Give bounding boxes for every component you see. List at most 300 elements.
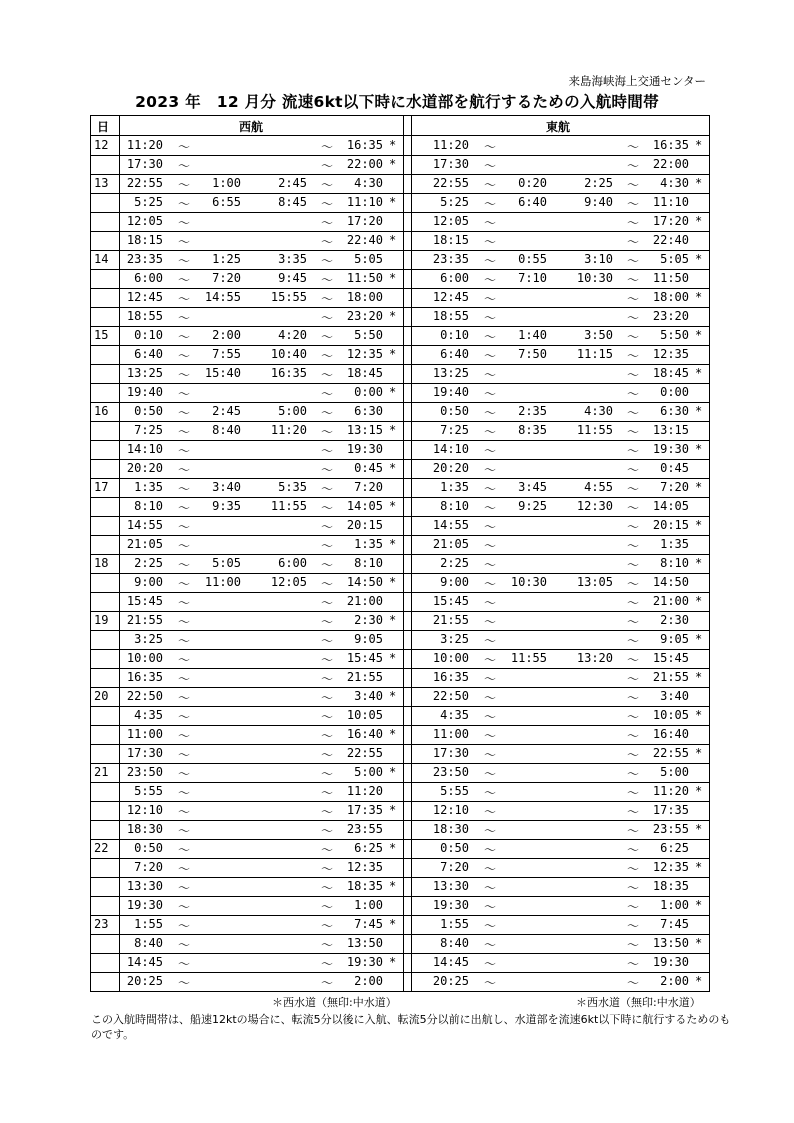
east-tilde-start: ～ (484, 824, 497, 838)
west-tilde-end: ～ (321, 805, 334, 819)
east-start-time: 10:00 (432, 651, 469, 665)
west-start-time: 14:45 (126, 955, 163, 969)
east-start-time: 13:25 (432, 366, 469, 380)
table-row (91, 383, 709, 403)
west-west-channel-mark: * (389, 879, 397, 893)
west-start-time: 7:20 (134, 860, 163, 874)
west-tilde-end: ～ (321, 273, 334, 287)
east-tilde-end: ～ (627, 349, 640, 363)
table-header (91, 116, 709, 136)
west-tilde-end: ～ (321, 577, 334, 591)
east-end-time: 16:40 (652, 727, 689, 741)
east-end-time: 7:45 (660, 917, 689, 931)
east-tilde-start: ～ (484, 539, 497, 553)
table-row (91, 687, 709, 707)
west-end-time: 1:35 (354, 537, 383, 551)
west-legend: ＊西水道（無印:中水道） (272, 996, 397, 1009)
west-start-time: 0:50 (134, 841, 163, 855)
east-mid-time-2: 9:40 (584, 195, 613, 209)
east-end-time: 23:20 (652, 309, 689, 323)
west-start-time: 23:35 (126, 252, 163, 266)
east-start-time: 1:55 (440, 917, 469, 931)
west-mid-time-1: 1:25 (212, 252, 241, 266)
day-cell: 15 (94, 328, 109, 342)
day-cell: 19 (94, 613, 109, 627)
west-start-time: 21:05 (126, 537, 163, 551)
east-mid-time-1: 1:40 (518, 328, 547, 342)
table-row (91, 972, 709, 991)
east-start-time: 1:35 (440, 480, 469, 494)
west-tilde-end: ～ (321, 710, 334, 724)
table-row (91, 934, 709, 954)
east-tilde-start: ～ (484, 349, 497, 363)
east-end-time: 8:10 (660, 556, 689, 570)
west-west-channel-mark: * (389, 537, 397, 551)
west-end-time: 16:40 (346, 727, 383, 741)
east-end-time: 1:35 (660, 537, 689, 551)
table-row (91, 953, 709, 973)
east-end-time: 12:35 (652, 860, 689, 874)
east-end-time: 0:00 (660, 385, 689, 399)
west-end-time: 20:15 (346, 518, 383, 532)
east-mid-time-2: 2:25 (584, 176, 613, 190)
west-tilde-start: ～ (178, 140, 191, 154)
west-tilde-start: ～ (178, 558, 191, 572)
west-tilde-end: ～ (321, 425, 334, 439)
east-legend: ＊西水道（無印:中水道） (576, 996, 701, 1009)
east-end-time: 6:25 (660, 841, 689, 855)
east-mid-time-2: 4:30 (584, 404, 613, 418)
east-tilde-start: ～ (484, 881, 497, 895)
east-start-time: 16:35 (432, 670, 469, 684)
east-west-channel-mark: * (695, 822, 703, 836)
west-end-time: 15:45 (346, 651, 383, 665)
west-end-time: 1:00 (354, 898, 383, 912)
east-mid-time-1: 7:10 (518, 271, 547, 285)
east-start-time: 12:10 (432, 803, 469, 817)
west-tilde-end: ～ (321, 976, 334, 990)
east-west-channel-mark: * (695, 176, 703, 190)
table-row (91, 763, 709, 783)
east-tilde-start: ～ (484, 501, 497, 515)
west-end-time: 23:55 (346, 822, 383, 836)
west-tilde-start: ～ (178, 767, 191, 781)
west-tilde-start: ～ (178, 216, 191, 230)
west-mid-time-2: 4:20 (278, 328, 307, 342)
east-tilde-end: ～ (627, 482, 640, 496)
east-end-time: 2:00 (660, 974, 689, 988)
east-start-time: 0:50 (440, 841, 469, 855)
west-tilde-start: ～ (178, 881, 191, 895)
east-end-time: 2:30 (660, 613, 689, 627)
east-end-time: 14:05 (652, 499, 689, 513)
west-west-channel-mark: * (389, 138, 397, 152)
west-end-time: 22:00 (346, 157, 383, 171)
west-mid-time-1: 5:05 (212, 556, 241, 570)
east-tilde-start: ～ (484, 178, 497, 192)
west-tilde-start: ～ (178, 691, 191, 705)
west-tilde-start: ～ (178, 653, 191, 667)
east-start-time: 14:45 (432, 955, 469, 969)
east-tilde-end: ～ (627, 558, 640, 572)
west-west-channel-mark: * (389, 309, 397, 323)
west-start-time: 13:25 (126, 366, 163, 380)
west-tilde-end: ～ (321, 957, 334, 971)
east-mid-time-2: 4:55 (584, 480, 613, 494)
west-west-channel-mark: * (389, 613, 397, 627)
east-end-time: 1:00 (660, 898, 689, 912)
east-end-time: 3:40 (660, 689, 689, 703)
west-west-channel-mark: * (389, 651, 397, 665)
west-end-time: 21:55 (346, 670, 383, 684)
east-west-channel-mark: * (695, 556, 703, 570)
west-start-time: 1:55 (134, 917, 163, 931)
table-row (91, 877, 709, 897)
table-row (91, 820, 709, 840)
west-mid-time-1: 1:00 (212, 176, 241, 190)
west-end-time: 19:30 (346, 442, 383, 456)
west-end-time: 17:35 (346, 803, 383, 817)
west-west-channel-mark: * (389, 233, 397, 247)
west-mid-time-1: 14:55 (204, 290, 241, 304)
west-tilde-start: ～ (178, 577, 191, 591)
east-tilde-end: ～ (627, 881, 640, 895)
east-tilde-end: ～ (627, 501, 640, 515)
west-start-time: 12:05 (126, 214, 163, 228)
table-row (91, 896, 709, 916)
east-west-channel-mark: * (695, 518, 703, 532)
east-end-time: 16:35 (652, 138, 689, 152)
east-mid-time-2: 3:10 (584, 252, 613, 266)
west-tilde-start: ～ (178, 349, 191, 363)
east-tilde-start: ～ (484, 919, 497, 933)
east-mid-time-2: 12:30 (576, 499, 613, 513)
east-tilde-start: ～ (484, 653, 497, 667)
west-tilde-start: ～ (178, 520, 191, 534)
west-tilde-start: ～ (178, 368, 191, 382)
east-tilde-end: ～ (627, 140, 640, 154)
east-start-time: 23:35 (432, 252, 469, 266)
west-start-time: 9:00 (134, 575, 163, 589)
east-start-time: 14:55 (432, 518, 469, 532)
east-tilde-start: ～ (484, 140, 497, 154)
east-tilde-end: ～ (627, 273, 640, 287)
west-tilde-start: ～ (178, 330, 191, 344)
east-end-time: 4:30 (660, 176, 689, 190)
west-end-time: 18:35 (346, 879, 383, 893)
day-cell: 14 (94, 252, 109, 266)
west-tilde-end: ～ (321, 520, 334, 534)
west-start-time: 1:35 (134, 480, 163, 494)
east-tilde-end: ～ (627, 862, 640, 876)
west-tilde-start: ～ (178, 311, 191, 325)
east-start-time: 6:40 (440, 347, 469, 361)
table-row (91, 421, 709, 441)
west-end-time: 12:35 (346, 347, 383, 361)
east-mid-time-1: 11:55 (510, 651, 547, 665)
table-row (91, 649, 709, 669)
west-end-time: 12:35 (346, 860, 383, 874)
east-mid-time-1: 3:45 (518, 480, 547, 494)
east-tilde-start: ～ (484, 330, 497, 344)
east-west-channel-mark: * (695, 594, 703, 608)
east-west-channel-mark: * (695, 480, 703, 494)
day-cell: 16 (94, 404, 109, 418)
table-row (91, 174, 709, 194)
day-cell: 12 (94, 138, 109, 152)
east-west-channel-mark: * (695, 632, 703, 646)
east-end-time: 19:30 (652, 955, 689, 969)
west-tilde-start: ～ (178, 900, 191, 914)
east-start-time: 20:25 (432, 974, 469, 988)
east-start-time: 4:35 (440, 708, 469, 722)
west-start-time: 18:55 (126, 309, 163, 323)
day-column-divider (119, 116, 120, 991)
west-start-time: 17:30 (126, 157, 163, 171)
west-mid-time-2: 6:00 (278, 556, 307, 570)
east-start-time: 11:00 (432, 727, 469, 741)
east-mid-time-1: 10:30 (510, 575, 547, 589)
east-end-time: 18:35 (652, 879, 689, 893)
east-end-time: 20:15 (652, 518, 689, 532)
west-end-time: 5:00 (354, 765, 383, 779)
east-start-time: 5:55 (440, 784, 469, 798)
east-tilde-end: ～ (627, 615, 640, 629)
west-tilde-start: ～ (178, 387, 191, 401)
west-start-time: 13:30 (126, 879, 163, 893)
west-start-time: 23:50 (126, 765, 163, 779)
west-start-time: 22:55 (126, 176, 163, 190)
west-tilde-start: ～ (178, 463, 191, 477)
table-row (91, 516, 709, 536)
east-tilde-start: ～ (484, 292, 497, 306)
table-row (91, 915, 709, 935)
east-mid-time-1: 6:40 (518, 195, 547, 209)
west-tilde-start: ～ (178, 235, 191, 249)
west-start-time: 5:55 (134, 784, 163, 798)
west-mid-time-2: 11:55 (270, 499, 307, 513)
east-tilde-end: ～ (627, 292, 640, 306)
west-tilde-end: ～ (321, 349, 334, 363)
west-end-time: 14:05 (346, 499, 383, 513)
east-start-time: 0:10 (440, 328, 469, 342)
table-row (91, 497, 709, 517)
east-tilde-end: ～ (627, 159, 640, 173)
east-end-time: 17:35 (652, 803, 689, 817)
west-start-time: 16:35 (126, 670, 163, 684)
west-west-channel-mark: * (389, 917, 397, 931)
west-tilde-end: ～ (321, 843, 334, 857)
east-tilde-end: ～ (627, 938, 640, 952)
west-tilde-end: ～ (321, 558, 334, 572)
west-tilde-start: ～ (178, 786, 191, 800)
east-end-time: 12:35 (652, 347, 689, 361)
west-west-channel-mark: * (389, 195, 397, 209)
west-tilde-start: ～ (178, 957, 191, 971)
east-mid-time-1: 8:35 (518, 423, 547, 437)
east-end-time: 6:30 (660, 404, 689, 418)
west-tilde-start: ～ (178, 862, 191, 876)
west-end-time: 4:30 (354, 176, 383, 190)
east-start-time: 0:50 (440, 404, 469, 418)
east-end-time: 21:00 (652, 594, 689, 608)
east-tilde-start: ～ (484, 387, 497, 401)
east-tilde-end: ～ (627, 254, 640, 268)
table-row (91, 250, 709, 270)
west-tilde-end: ～ (321, 729, 334, 743)
west-mid-time-1: 2:00 (212, 328, 241, 342)
west-tilde-start: ～ (178, 425, 191, 439)
table-row (91, 193, 709, 213)
west-start-time: 12:45 (126, 290, 163, 304)
west-tilde-end: ～ (321, 197, 334, 211)
east-tilde-start: ～ (484, 482, 497, 496)
east-start-time: 5:25 (440, 195, 469, 209)
east-west-channel-mark: * (695, 290, 703, 304)
east-start-time: 18:55 (432, 309, 469, 323)
west-tilde-end: ～ (321, 653, 334, 667)
west-tilde-end: ～ (321, 444, 334, 458)
west-end-time: 0:00 (354, 385, 383, 399)
west-start-time: 7:25 (134, 423, 163, 437)
west-end-time: 10:05 (346, 708, 383, 722)
east-west-channel-mark: * (695, 708, 703, 722)
west-start-time: 4:35 (134, 708, 163, 722)
west-start-time: 6:00 (134, 271, 163, 285)
east-tilde-end: ～ (627, 539, 640, 553)
east-west-channel-mark: * (695, 366, 703, 380)
east-tilde-start: ～ (484, 197, 497, 211)
east-start-time: 22:55 (432, 176, 469, 190)
east-tilde-start: ～ (484, 254, 497, 268)
table-row (91, 478, 709, 498)
east-mid-time-2: 10:30 (576, 271, 613, 285)
east-tilde-start: ～ (484, 672, 497, 686)
west-tilde-start: ～ (178, 444, 191, 458)
west-tilde-end: ～ (321, 216, 334, 230)
west-tilde-start: ～ (178, 615, 191, 629)
east-start-time: 17:30 (432, 157, 469, 171)
east-tilde-end: ～ (627, 463, 640, 477)
west-west-channel-mark: * (389, 385, 397, 399)
east-start-time: 22:50 (432, 689, 469, 703)
day-cell: 17 (94, 480, 109, 494)
west-end-time: 19:30 (346, 955, 383, 969)
west-end-time: 22:40 (346, 233, 383, 247)
east-tilde-end: ～ (627, 577, 640, 591)
east-start-time: 19:30 (432, 898, 469, 912)
west-mid-time-2: 10:40 (270, 347, 307, 361)
col-east-header: 東航 (546, 120, 571, 134)
east-west-channel-mark: * (695, 328, 703, 342)
east-tilde-start: ～ (484, 425, 497, 439)
table-row (91, 573, 709, 593)
east-start-time: 15:45 (432, 594, 469, 608)
east-end-time: 11:50 (652, 271, 689, 285)
east-west-channel-mark: * (695, 404, 703, 418)
west-west-channel-mark: * (389, 271, 397, 285)
west-east-divider (403, 116, 404, 991)
day-cell: 20 (94, 689, 109, 703)
east-tilde-end: ～ (627, 330, 640, 344)
west-west-channel-mark: * (389, 499, 397, 513)
west-west-channel-mark: * (389, 423, 397, 437)
schedule-table (90, 115, 710, 992)
east-west-channel-mark: * (695, 746, 703, 760)
west-start-time: 22:50 (126, 689, 163, 703)
organization-name: 来島海峡海上交通センター (568, 74, 706, 88)
west-west-channel-mark: * (389, 955, 397, 969)
west-tilde-end: ～ (321, 672, 334, 686)
east-tilde-end: ～ (627, 387, 640, 401)
table-row (91, 706, 709, 726)
west-end-time: 13:15 (346, 423, 383, 437)
west-mid-time-2: 11:20 (270, 423, 307, 437)
east-mid-time-1: 0:20 (518, 176, 547, 190)
east-end-time: 7:20 (660, 480, 689, 494)
east-tilde-end: ～ (627, 197, 640, 211)
table-row (91, 136, 709, 156)
west-tilde-start: ～ (178, 159, 191, 173)
east-start-time: 17:30 (432, 746, 469, 760)
east-mid-time-2: 13:20 (576, 651, 613, 665)
west-tilde-end: ～ (321, 482, 334, 496)
west-tilde-end: ～ (321, 881, 334, 895)
west-tilde-end: ～ (321, 463, 334, 477)
east-start-time: 6:00 (440, 271, 469, 285)
east-tilde-end: ～ (627, 900, 640, 914)
east-tilde-end: ～ (627, 178, 640, 192)
west-mid-time-2: 5:00 (278, 404, 307, 418)
east-tilde-start: ～ (484, 900, 497, 914)
page-title: 2023 年 12 月分 流速6kt以下時に水道部を航行するための入航時間帯 (135, 93, 659, 111)
west-start-time: 18:15 (126, 233, 163, 247)
west-tilde-end: ～ (321, 159, 334, 173)
west-tilde-start: ～ (178, 273, 191, 287)
east-start-time: 2:25 (440, 556, 469, 570)
west-tilde-end: ～ (321, 634, 334, 648)
west-tilde-end: ～ (321, 824, 334, 838)
west-mid-time-2: 12:05 (270, 575, 307, 589)
east-start-time: 18:15 (432, 233, 469, 247)
west-end-time: 11:50 (346, 271, 383, 285)
west-end-time: 21:00 (346, 594, 383, 608)
day-cell: 23 (94, 917, 109, 931)
west-start-time: 20:25 (126, 974, 163, 988)
east-tilde-start: ～ (484, 691, 497, 705)
east-mid-time-1: 7:50 (518, 347, 547, 361)
west-start-time: 8:40 (134, 936, 163, 950)
east-tilde-end: ～ (627, 634, 640, 648)
east-tilde-start: ～ (484, 235, 497, 249)
west-end-time: 9:05 (354, 632, 383, 646)
west-start-time: 8:10 (134, 499, 163, 513)
west-tilde-end: ～ (321, 178, 334, 192)
west-end-time: 18:45 (346, 366, 383, 380)
east-west-channel-mark: * (695, 784, 703, 798)
table-row (91, 611, 709, 631)
east-tilde-end: ～ (627, 425, 640, 439)
east-tilde-end: ～ (627, 691, 640, 705)
table-row (91, 668, 709, 688)
table-row (91, 364, 709, 384)
east-end-time: 22:00 (652, 157, 689, 171)
table-row (91, 535, 709, 555)
west-tilde-start: ～ (178, 197, 191, 211)
west-start-time: 18:30 (126, 822, 163, 836)
west-tilde-start: ～ (178, 805, 191, 819)
west-tilde-end: ～ (321, 292, 334, 306)
